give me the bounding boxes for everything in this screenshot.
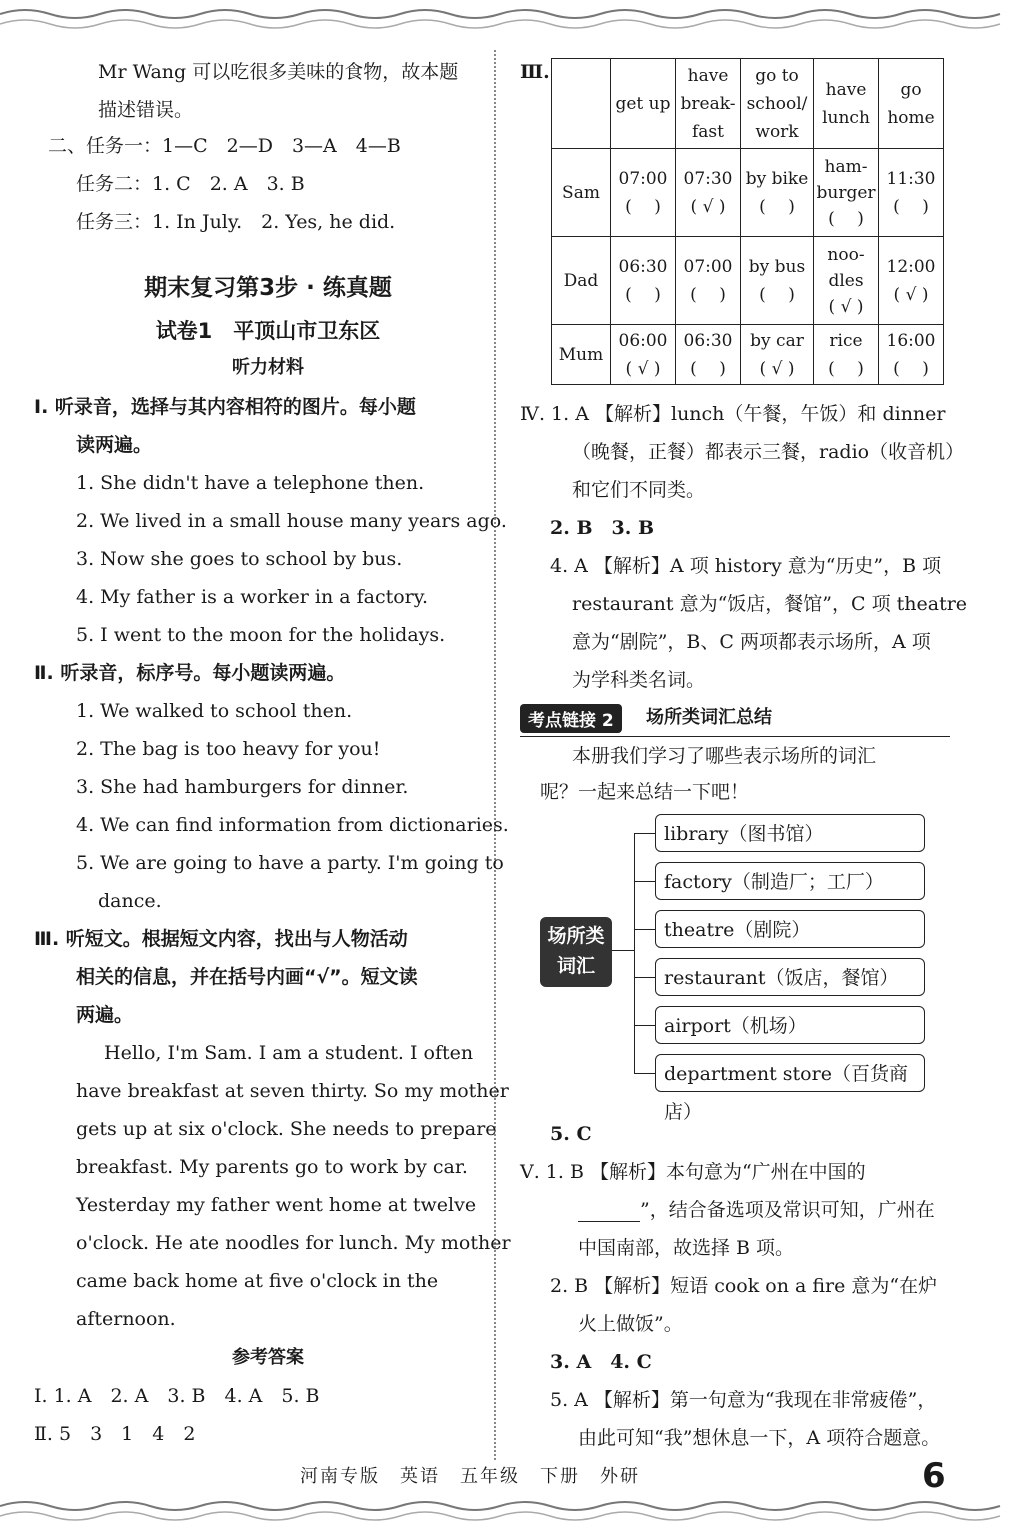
table-cell: 06:30 ( )	[611, 237, 676, 325]
task-one-answers: 二、任务一：1—C 2—D 3—A 4—B	[48, 135, 401, 157]
table-cell: 07:30 ( √ )	[676, 149, 741, 237]
q5-item-1: Ⅴ. 1. B 【解析】本句意为“广州在中国的	[520, 1161, 866, 1183]
table-header-cell: have break- fast	[676, 59, 741, 149]
q1-item: 3. Now she goes to school by bus.	[76, 548, 403, 570]
table-header-cell	[552, 59, 611, 149]
vocab-hub	[540, 917, 612, 987]
passage-line: came back home at five o'clock in the	[76, 1270, 439, 1292]
connector-branch	[634, 977, 655, 978]
q1-heading-cont: 读两遍。	[76, 434, 153, 456]
row-name: Dad	[552, 237, 611, 325]
q4-items-2-3: 2. B 3. B	[550, 517, 655, 539]
answer-continuation-2: 描述错误。	[98, 99, 194, 121]
q4-item-4-cont: 为学科类名词。	[572, 669, 706, 691]
answer-title: 参考答案	[232, 1347, 304, 1368]
q2-item-cont: dance.	[98, 890, 162, 912]
connector-branch	[634, 881, 655, 882]
q3-heading-cont: 相关的信息，并在括号内画“√”。短文读	[76, 966, 418, 988]
vocab-box: factory（制造厂；工厂）	[655, 862, 925, 900]
connector-branch	[634, 833, 655, 834]
table-cell: 16:00 ( )	[879, 325, 944, 385]
task-three-answers: 任务三：1. In July. 2. Yes, he did.	[76, 211, 396, 233]
vocab-box: theatre（剧院）	[655, 910, 925, 948]
passage-line: afternoon.	[76, 1308, 176, 1330]
answer-continuation: Mr Wang 可以吃很多美味的食物，故本题	[98, 61, 459, 83]
q5-item-2: 2. B 【解析】短语 cook on a fire 意为“在炉	[550, 1275, 938, 1297]
table-cell: 06:30 ( )	[676, 325, 741, 385]
passage-line: breakfast. My parents go to work by car.	[76, 1156, 468, 1178]
vocab-box: library（图书馆）	[655, 814, 925, 852]
page-number: 6	[922, 1456, 946, 1496]
q1-item: 2. We lived in a small house many years ago.	[76, 510, 507, 532]
top-wave-decoration	[0, 4, 1016, 34]
passage-line: gets up at six o'clock. She needs to prepare	[76, 1118, 497, 1140]
q4-item-1: Ⅳ. 1. A 【解析】lunch（午餐，午饭）和 dinner	[520, 403, 946, 425]
table-header-cell: go home	[879, 59, 944, 149]
table-cell: by car ( √ )	[741, 325, 814, 385]
answer-blank	[578, 1221, 640, 1222]
q2-item: 4. We can find information from dictionaries.	[76, 814, 509, 836]
passage-line: o'clock. He ate noodles for lunch. My mother	[76, 1232, 511, 1254]
table-cell: ham- burger ( )	[814, 149, 879, 237]
q5-item-1-tail: ”，结合备选项及常识可知，广州在	[640, 1199, 935, 1221]
connector-branch	[634, 1025, 655, 1026]
table-cell: 06:00 ( √ )	[611, 325, 676, 385]
table-cell: by bus ( )	[741, 237, 814, 325]
connector-line	[612, 950, 634, 951]
q5-items-3-4: 3. A 4. C	[550, 1351, 652, 1373]
vocab-box: airport（机场）	[655, 1006, 925, 1044]
q4-item-1-cont: （晚餐，正餐）都表示三餐，radio（收音机）	[572, 441, 965, 463]
q2-item: 2. The bag is too heavy for you!	[76, 738, 381, 760]
table-cell: 12:00 ( √ )	[879, 237, 944, 325]
table-cell: rice ( )	[814, 325, 879, 385]
connector-trunk	[634, 833, 635, 1073]
q2-item: 3. She had hamburgers for dinner.	[76, 776, 409, 798]
q2-item: 1. We walked to school then.	[76, 700, 353, 722]
page-footer: 河南专版 英语 五年级 下册 外研	[300, 1466, 640, 1487]
passage-line: Yesterday my father went home at twelve	[76, 1194, 477, 1216]
q5-item-1-cont	[578, 1198, 935, 1222]
q3-heading: Ⅲ. 听短文。根据短文内容，找出与人物活动	[34, 928, 408, 950]
answer-line-2: Ⅱ. 5 3 1 4 2	[34, 1423, 196, 1445]
connector-branch	[634, 1073, 655, 1074]
table-cell: by bike ( )	[741, 149, 814, 237]
table-header-cell: get up	[611, 59, 676, 149]
table-cell: 07:00 ( )	[611, 149, 676, 237]
q4-item-5: 5. C	[550, 1123, 592, 1145]
q2-item: 5. We are going to have a party. I'm going to	[76, 852, 504, 874]
row-name: Mum	[552, 325, 611, 385]
table-cell: 07:00 ( )	[676, 237, 741, 325]
key-point-underline	[520, 736, 950, 737]
paper-title: 试卷1 平顶山市卫东区	[155, 319, 381, 343]
q4-item-4-cont: restaurant 意为“饭店，餐馆”，C 项 theatre	[572, 593, 968, 615]
q2-heading: Ⅱ. 听录音，标序号。每小题读两遍。	[34, 662, 346, 684]
table-cell: 11:30 ( )	[879, 149, 944, 237]
table-header-cell: go to school/ work	[741, 59, 814, 149]
answer-line-1: Ⅰ. 1. A 2. A 3. B 4. A 5. B	[34, 1385, 320, 1407]
q1-item: 1. She didn't have a telephone then.	[76, 472, 425, 494]
key-point-intro: 本册我们学习了哪些表示场所的词汇	[572, 745, 877, 767]
key-point-intro-cont: 呢？一起来总结一下吧！	[540, 781, 750, 803]
connector-branch	[634, 929, 655, 930]
q3-heading-cont: 两遍。	[76, 1004, 134, 1026]
q5-item-2-cont: 火上做饭”。	[578, 1313, 683, 1335]
material-title: 听力材料	[232, 357, 304, 378]
table-cell: noo- dles ( √ )	[814, 237, 879, 325]
q1-item: 5. I went to the moon for the holidays.	[76, 624, 446, 646]
passage-line: Hello, I'm Sam. I am a student. I often	[104, 1042, 474, 1064]
row-name: Sam	[552, 149, 611, 237]
vocab-hub-label: 场所类	[547, 925, 605, 947]
q4-item-4: 4. A 【解析】A 项 history 意为“历史”，B 项	[550, 555, 942, 577]
task-two-answers: 任务二：1. C 2. A 3. B	[76, 173, 305, 195]
q4-item-4-cont: 意为“剧院”，B、C 两项都表示场所，A 项	[572, 631, 931, 653]
key-point-tag: 考点链接 2	[520, 704, 622, 733]
vocab-box: restaurant（饭店，餐馆）	[655, 958, 925, 996]
q5-item-5-cont: 由此可知“我”想休息一下，A 项符合题意。	[578, 1427, 941, 1449]
q5-item-5: 5. A 【解析】第一句意为“我现在非常疲倦”，	[550, 1389, 937, 1411]
vocab-hub-label: 词汇	[556, 955, 595, 977]
q1-item: 4. My father is a worker in a factory.	[76, 586, 429, 608]
bottom-wave-decoration	[0, 1496, 1016, 1526]
q5-item-1-cont: 中国南部，故选择 B 项。	[578, 1237, 795, 1259]
table-label: Ⅲ.	[520, 61, 550, 83]
q1-heading: Ⅰ. 听录音，选择与其内容相符的图片。每小题	[34, 396, 416, 418]
passage-line: have breakfast at seven thirty. So my mother	[76, 1080, 509, 1102]
key-point-title: 场所类词汇总结	[646, 707, 772, 728]
section-title: 期末复习第3步 · 练真题	[144, 275, 392, 301]
table-header-cell: have lunch	[814, 59, 879, 149]
activity-table	[551, 58, 944, 385]
vocab-box: department store（百货商店）	[655, 1054, 925, 1092]
q4-item-1-cont: 和它们不同类。	[572, 479, 706, 501]
